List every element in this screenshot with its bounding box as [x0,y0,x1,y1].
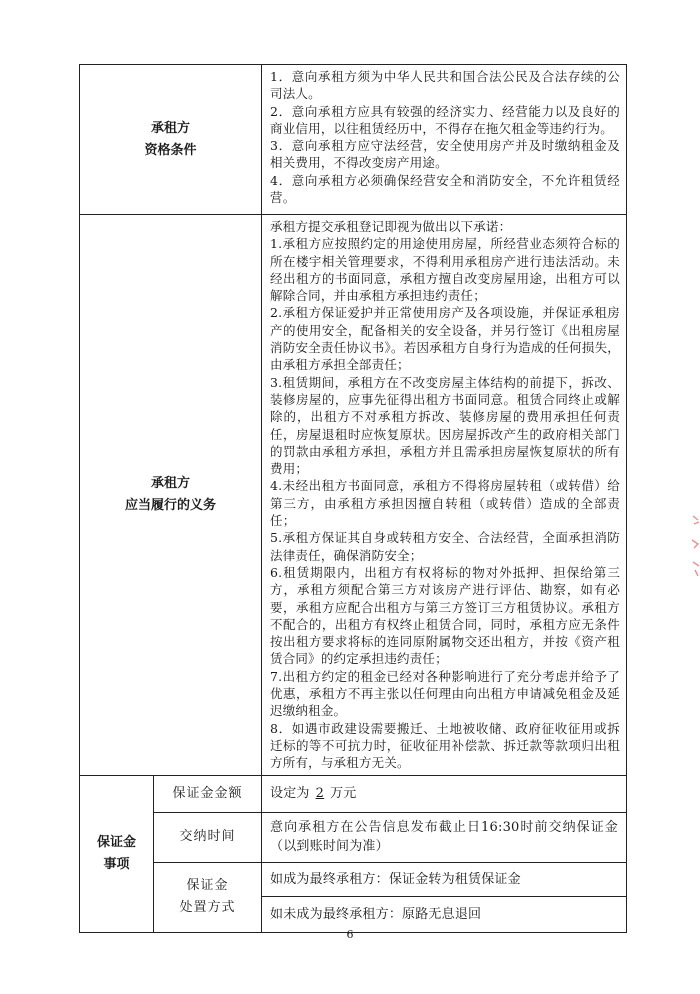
deposit-amount-prefix: 设定为 [270,786,310,801]
obligation-item: 3.租赁期间，承租方在不改变房屋主体结构的前提下，拆改、装修房屋的，应事先征得出租方书面同意。租赁合同终止或解除的，出租方不对承租方拆改、装修房屋的费用承担任何责任，房屋退租时应恢复原状。因房屋拆改产生的政府相关部门的罚款由承租方承担，承租方并且需承担房屋恢复原状的所有费用； [270,374,621,477]
deposit-payment-label: 交纳时间 [154,812,262,862]
page-number: 6 [346,928,354,941]
qualification-item: 1．意向承租方须为中华人民共和国合法公民及合法存续的公司法人。 [270,69,621,102]
obligations-label [80,215,262,776]
deposit-disposal-fail: 如未成为最终承租方：原路无息退回 [262,896,627,932]
deposit-payment-row [80,812,627,862]
qualification-content [262,65,627,215]
deposit-amount-label: 保证金金额 [154,775,262,812]
obligation-item: 5.承租方保证其自身或转租方安全、合法经营，全面承担消防法律责任，确保消防安全； [270,530,621,563]
deposit-amount-value: 2 [315,786,325,801]
deposit-amount-unit: 万元 [330,786,357,801]
deposit-payment-content: 意向承租方在公告信息发布截止日16:30时前交纳保证金（以到账时间为准） [262,812,627,862]
seal-fragment-icon [690,510,700,580]
qualification-label [80,65,262,215]
obligation-item: 2.承租方保证爱护并正常使用房产及各项设施，并保证承租房产的使用安全，配备相关的安全设备，并另行签订《出租房屋消防安全责任协议书》。若因承租方自身行为造成的任何损失，由承租方承担全部责任； [270,305,621,373]
deposit-label-line2: 事项 [103,856,130,872]
obligation-item: 6.租赁期限内，出租方有权将标的物对外抵押、担保给第三方，承租方须配合第三方对该房产进行评估、勘察，如有必要，承租方应配合出租方与第三方签订三方租赁协议。承租方不配合的，出租方有权终止租赁合同，同时，承租方应无条件按出租方要求将标的连同原附属物交还出租方，并按《资产租赁合同》的约定承担违约责任； [270,564,621,667]
deposit-disposal-label-line2: 处置方式 [179,900,236,915]
obligations-intro: 承租方提交承租登记即视为做出以下承诺： [270,219,512,234]
deposit-disposal-label-line1: 保证金 [186,878,229,893]
qualification-item: 2．意向承租方应具有较强的经济实力、经营能力以及良好的商业信用，以往租赁经历中，不得存在拖欠租金等违约行为。 [270,103,621,136]
obligation-item: 1.承租方应按照约定的用途使用房屋，所经营业态须符合标的所在楼宇相关管理要求，不得利用承租房产进行违法活动。未经出租方的书面同意，承租方擅自改变房屋用途，出租方可以解除合同，并由承租方承担违约责任； [270,236,621,304]
obligations-label-line2: 应当履行的义务 [125,497,217,513]
deposit-label-line1: 保证金 [96,834,136,850]
obligation-item: 7.出租方约定的租金已经对各种影响进行了充分考虑并给予了优惠，承租方不再主张以任何理由向出租方申请减免租金及延迟缴纳租金。 [270,668,621,719]
deposit-label [80,775,154,932]
deposit-disposal-success: 如成为最终承租方：保证金转为租赁保证金 [262,862,627,896]
obligations-row [80,215,627,776]
qualification-row [80,65,627,215]
deposit-disposal-row-success [80,862,627,896]
obligations-content [262,215,627,776]
qualification-item: 3．意向承租方应守法经营，安全使用房产并及时缴纳租金及相关费用，不得改变房产用途。 [270,138,621,171]
obligations-label-line1: 承租方 [151,475,191,491]
qualification-label-line2: 资格条件 [144,142,197,158]
qualification-label-line1: 承租方 [151,120,191,136]
obligation-item: 4.未经出租方书面同意，承租方不得将房屋转租（或转借）给第三方，由承租方承担因擅自转租（或转借）造成的全部责任； [270,478,621,529]
obligation-item: 8．如遇市政建设需要搬迁、土地被收储、政府征收征用或拆迁标的等不可抗力时，征收征用补偿款、拆迁款等款项归出租方所有，与承租方无关。 [270,720,621,771]
deposit-amount-content [262,775,627,812]
qualification-item: 4．意向承租方必须确保经营安全和消防安全，不允许租赁经营。 [270,172,621,206]
deposit-disposal-label [154,862,262,932]
seal-edge-mark [690,510,700,580]
deposit-amount-row [80,775,627,812]
terms-table [79,64,627,933]
